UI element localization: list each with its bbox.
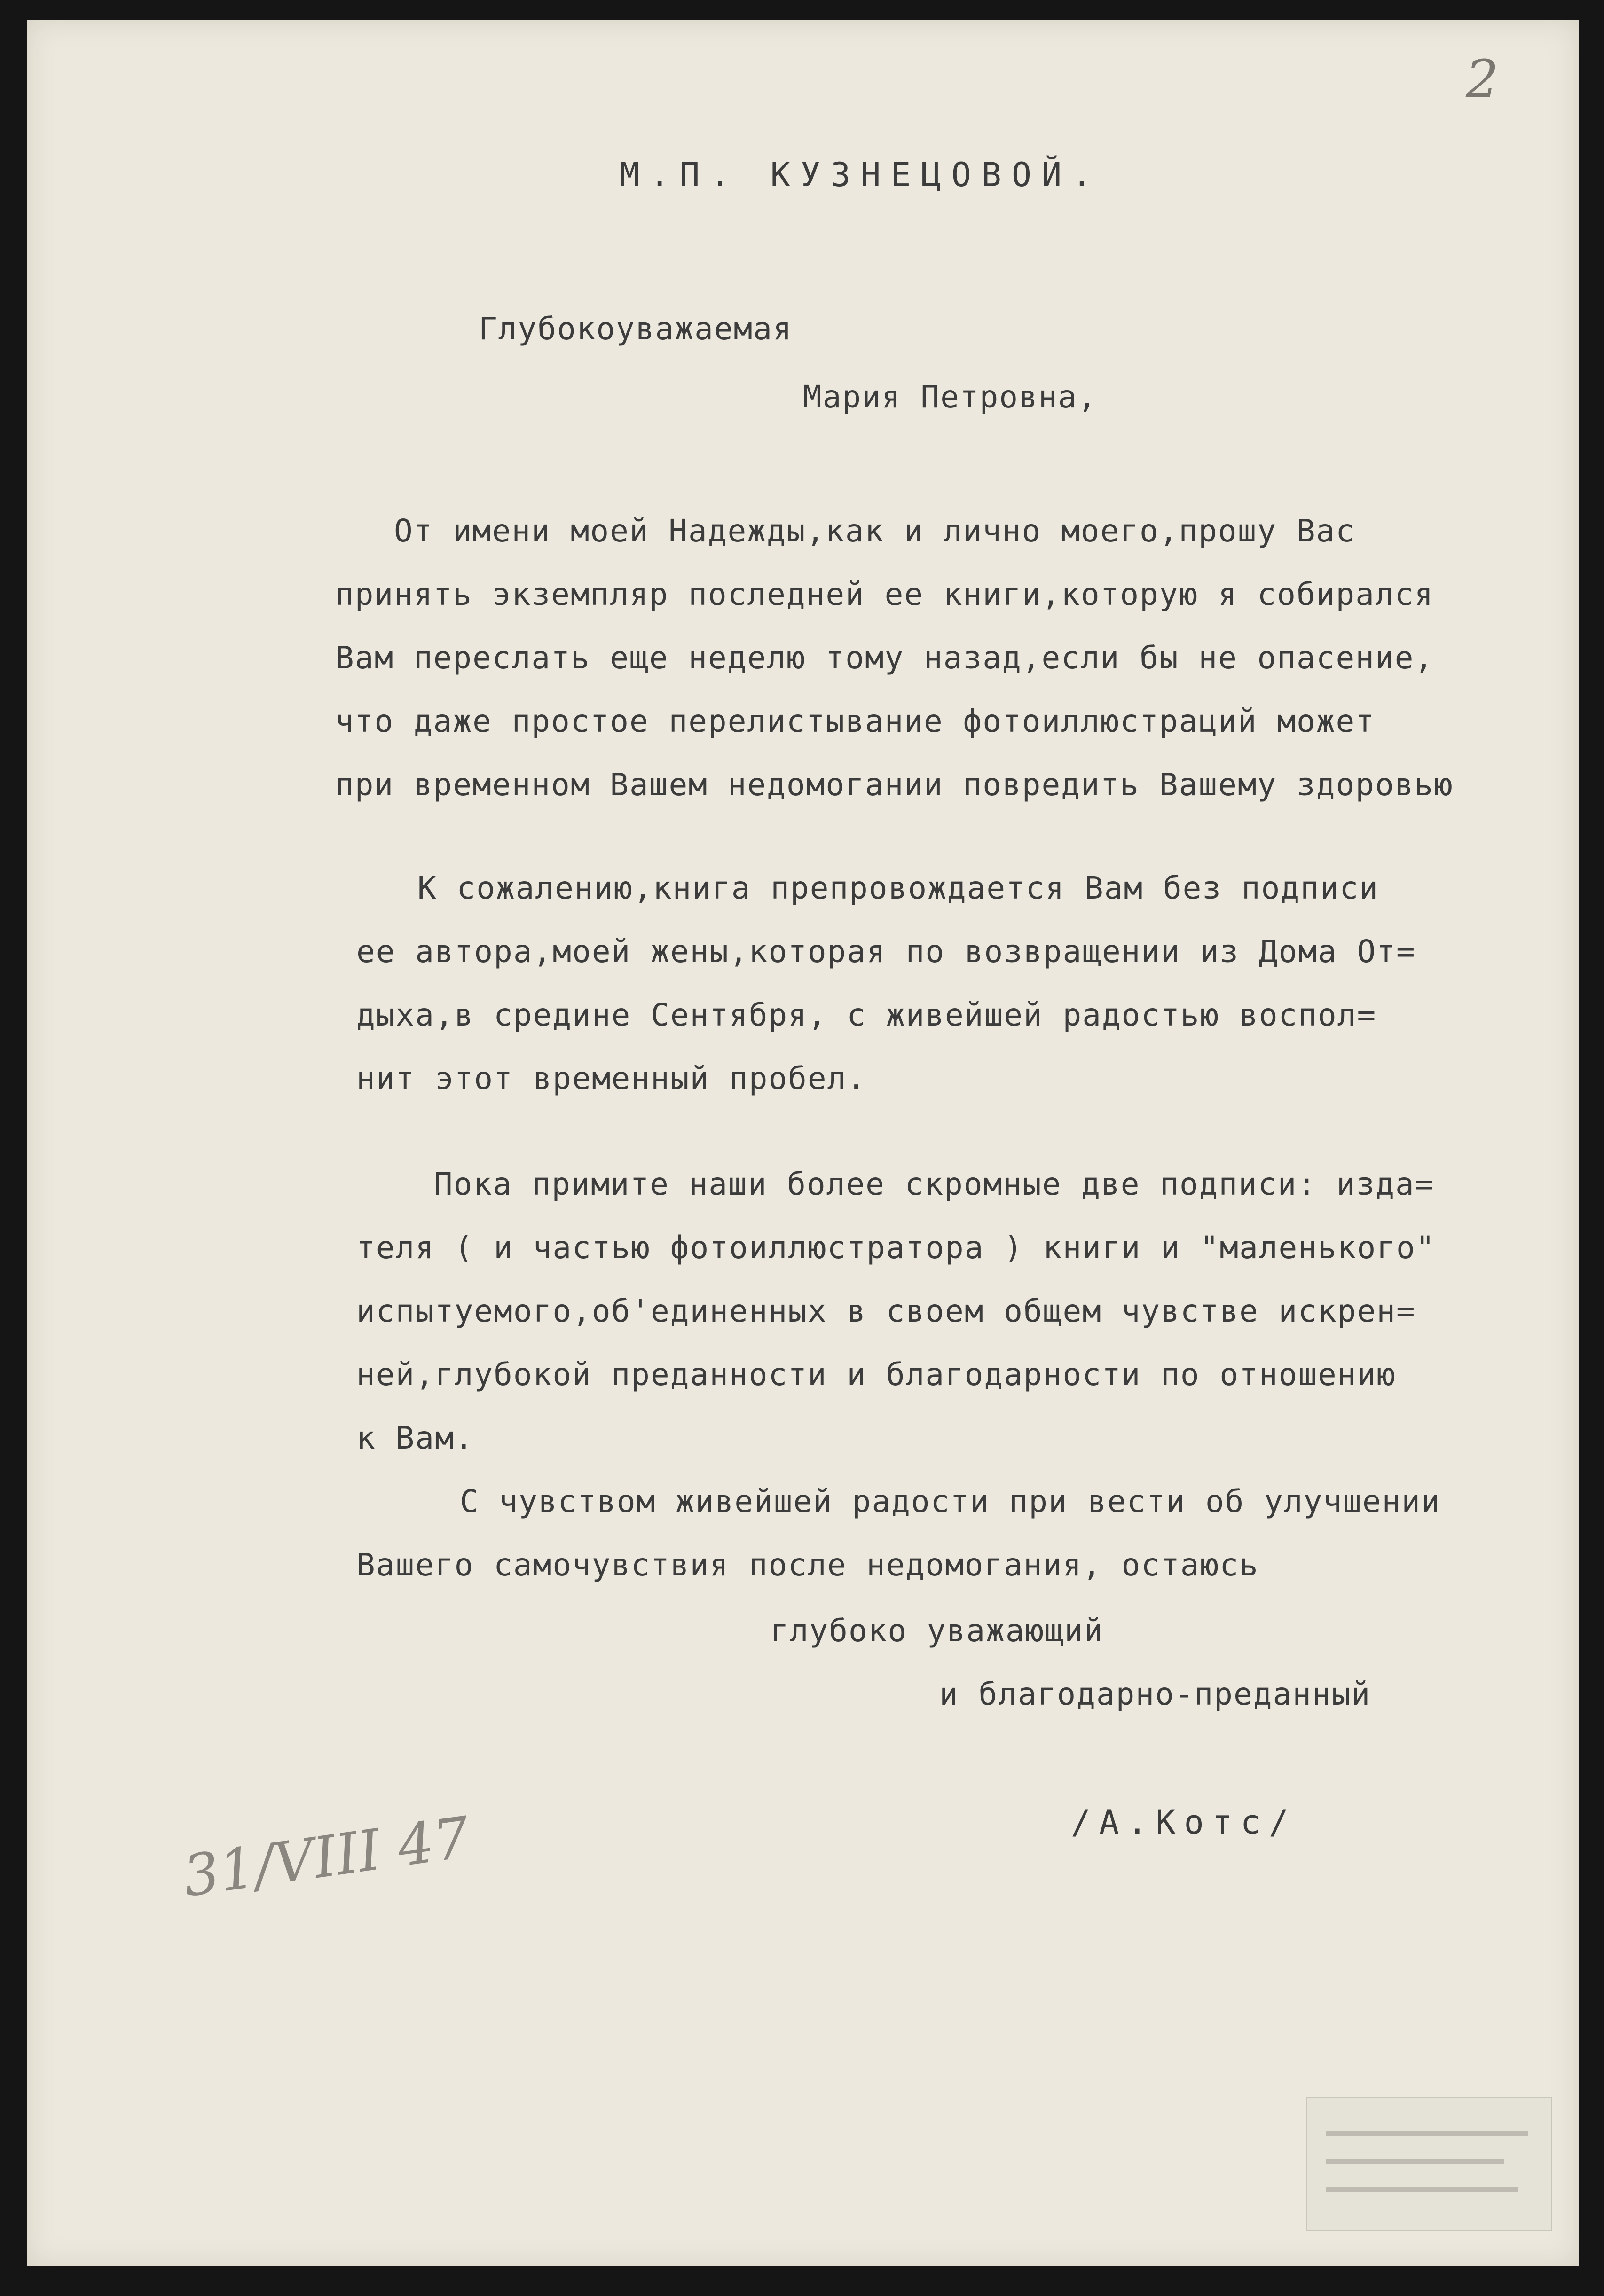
document-page [27,20,1579,2266]
paragraph-1-line-3: Вам переслать еще неделю тому назад,если бы не опасение, [335,640,1434,676]
paragraph-4-line-1: С чувством живейшей радости при вести об улучшении [460,1483,1441,1520]
paragraph-3-line-5: к Вам. [356,1420,474,1456]
paragraph-3-line-3: испытуемого,об'единенных в своем общем чувстве искрен= [356,1293,1416,1329]
salutation-line-1: Глубокоуважаемая [479,311,793,347]
stamp-line [1326,2187,1518,2192]
salutation-line-2: Мария Петровна, [803,379,1098,415]
paragraph-2-line-2: ее автора,моей жены,которая по возвращении из Дома От= [356,933,1416,970]
paragraph-2-line-3: дыха,в средине Сентября, с живейшей радостью воспол= [356,997,1377,1033]
stamp-line [1326,2131,1528,2136]
paragraph-3-line-1: Пока примите наши более скромные две подписи: изда= [434,1166,1435,1202]
closing-line-2: и благодарно-преданный [939,1676,1371,1712]
stamp-line [1326,2159,1504,2164]
handwritten-date: 31/VIII 47 [179,1805,474,1910]
paragraph-3-line-2: теля ( и частью фотоиллюстратора ) книги и "маленького" [356,1230,1436,1266]
recipient-heading: М.П. КУЗНЕЦОВОЙ. [620,156,1102,194]
paragraph-1-line-1: От имени моей Надежды,как и лично моего,прошу Вас [394,513,1356,549]
paragraph-2-line-1: К сожалению,книга препровождается Вам без подписи [417,870,1379,906]
paragraph-1-line-2: принять экземпляр последней ее книги,которую я собирался [335,576,1434,612]
paragraph-1-line-4: что даже простое перелистывание фотоиллюстраций может [335,703,1375,739]
page-number: 2 [1466,49,1499,109]
paragraph-4-line-2: Вашего самочувствия после недомогания, остаюсь [356,1547,1259,1583]
paragraph-2-line-4: нит этот временный пробел. [356,1060,867,1097]
paragraph-1-line-5: при временном Вашем недомогании повредить Вашему здоровью [335,767,1454,803]
archive-stamp [1306,2097,1552,2231]
closing-line-1: глубоко уважающий [770,1613,1104,1649]
paragraph-3-line-4: ней,глубокой преданности и благодарности по отношению [356,1356,1396,1393]
typed-signature: /А.Котс/ [1071,1803,1297,1842]
